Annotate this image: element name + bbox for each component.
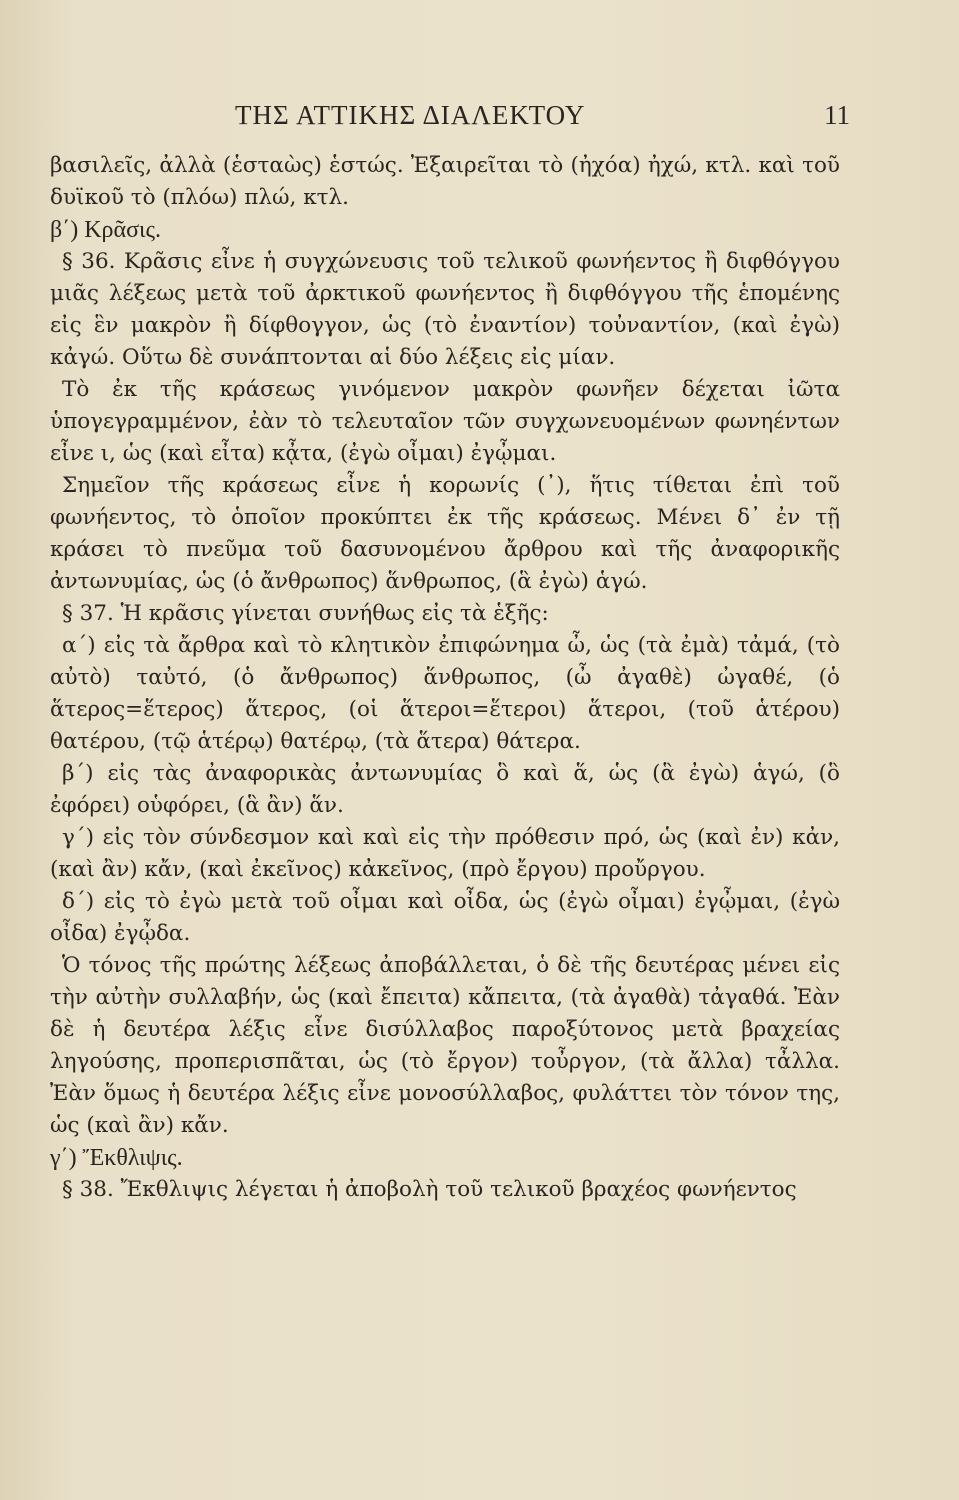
list-item-gamma: γ΄) εἰς τὸν σύνδεσμον καὶ καὶ εἰς τὴν πρόθεσιν πρό, ὡς (καὶ ἐν) κἀν, (καὶ ἂν) κἄν, (καὶ ἐκεῖνος) κἀκεῖνος, (πρὸ ἔργου) προὔργου. <box>50 825 840 882</box>
paragraph-section-36: § 36. Κρᾶσις εἶνε ἡ συγχώνευσις τοῦ τελικοῦ φωνήεντος ἢ διφθόγγου μιᾶς λέξεως μετὰ τοῦ ἀρκτικοῦ φωνήεντος ἢ διφθόγγου τῆς ἑπομένης εἰς ἓν μακρὸν ἢ δίφθογγον, ὡς (τὸ ἐναντίον) τοὐναντίον, (καὶ ἐγὼ) κἀγώ. Οὕτω δὲ συνάπτονται αἱ δύο λέξεις εἰς μίαν. <box>50 249 840 370</box>
paragraph-section-38: § 38. Ἔκθλιψις λέγεται ἡ ἀποβολὴ τοῦ τελικοῦ βραχέος φωνήεντος <box>62 1177 797 1202</box>
list-item-delta: δ΄) εἰς τὸ ἐγὼ μετὰ τοῦ οἶμαι καὶ οἶδα, ὡς (ἐγὼ οἶμαι) ἐγᾦμαι, (ἐγὼ οἶδα) ἐγᾦδα. <box>50 889 840 946</box>
list-item-beta: β΄) εἰς τὰς ἀναφορικὰς ἀντωνυμίας ὃ καὶ ἅ, ὡς (ἃ ἐγὼ) ἁγώ, (ὃ ἐφόρει) οὑφόρει, (ἃ ἂν) ἅν. <box>50 761 840 818</box>
paragraph-continuation: βασιλεῖς, ἀλλὰ (ἑσταὼς) ἑστώς. Ἐξαιρεῖται τὸ (ἠχόα) ἠχώ, κτλ. καὶ τοῦ δυϊκοῦ τὸ (πλόω) πλώ, κτλ. <box>50 153 840 210</box>
paragraph-section-37: § 37. Ἡ κρᾶσις γίνεται συνήθως εἰς τὰ ἑξῆς: <box>62 601 549 626</box>
paragraph-accent-rule: Ὁ τόνος τῆς πρώτης λέξεως ἀποβάλλεται, ὁ δὲ τῆς δευτέρας μένει εἰς τὴν αὐτὴν συλλαβήν, ὡς (καὶ ἔπειτα) κἄπειτα, (τὰ ἀγαθὰ) τἀγαθά. Ἐὰν δὲ ἡ δευτέρα λέξις εἶνε δισύλλαβος παροξύτονος μετὰ βραχείας ληγούσης, προπερισπᾶται, ὡς (τὸ ἔργον) τοὖργον, (τὰ ἄλλα) τἆλλα. Ἐὰν ὅμως ἡ δευτέρα λέξις εἶνε μονοσύλλαβος, φυλάττει τὸν τόνον της, ὡς (καὶ ἂν) κἄν. <box>50 953 840 1138</box>
body-text <box>50 150 840 1206</box>
section-heading-krasis: β΄) Κρᾶσις. <box>50 217 161 243</box>
list-item-alpha: α΄) εἰς τὰ ἄρθρα καὶ τὸ κλητικὸν ἐπιφώνημα ὦ, ὡς (τὰ ἐμὰ) τἀμά, (τὸ αὐτὸ) ταὐτό, (ὁ ἄνθρωπος) ἅνθρωπος, (ὦ ἀγαθὲ) ὠγαθέ, (ὁ ἅτερος=ἕτερος) ἅτερος, (οἱ ἅτεροι=ἕτεροι) ἅτεροι, (τοῦ ἁτέρου) θατέρου, (τῷ ἁτέρῳ) θατέρῳ, (τὰ ἅτερα) θάτερα. <box>50 633 840 754</box>
paragraph-section-36-koronis: Σημεῖον τῆς κράσεως εἶνε ἡ κορωνίς (᾿), ἥτις τίθεται ἐπὶ τοῦ φωνήεντος, τὸ ὁποῖον προκύπτει ἐκ τῆς κράσεως. Μένει δ᾿ ἐν τῇ κράσει τὸ πνεῦμα τοῦ δασυνομένου ἄρθρου καὶ τῆς ἀναφορικῆς ἀντωνυμίας, ὡς (ὁ ἄνθρωπος) ἅνθρωπος, (ἃ ἐγὼ) ἁγώ. <box>50 473 840 594</box>
section-heading-ekthlipsis: γ΄) Ἔκθλιψις. <box>50 1145 183 1171</box>
paragraph-section-36-subscript: Τὸ ἐκ τῆς κράσεως γινόμενον μακρὸν φωνῆεν δέχεται ἰῶτα ὑπογεγραμμένον, ἐὰν τὸ τελευταῖον τῶν συγχωνευομένων φωνηέντων εἶνε ι, ὡς (καὶ εἶτα) κᾆτα, (ἐγὼ οἶμαι) ἐγᾦμαι. <box>50 377 840 466</box>
page-number: 11 <box>824 100 850 130</box>
page-header <box>70 100 850 140</box>
running-title: ΤΗΣ ΑΤΤΙΚΗΣ ΔΙΑΛΕΚΤΟΥ <box>235 100 586 130</box>
